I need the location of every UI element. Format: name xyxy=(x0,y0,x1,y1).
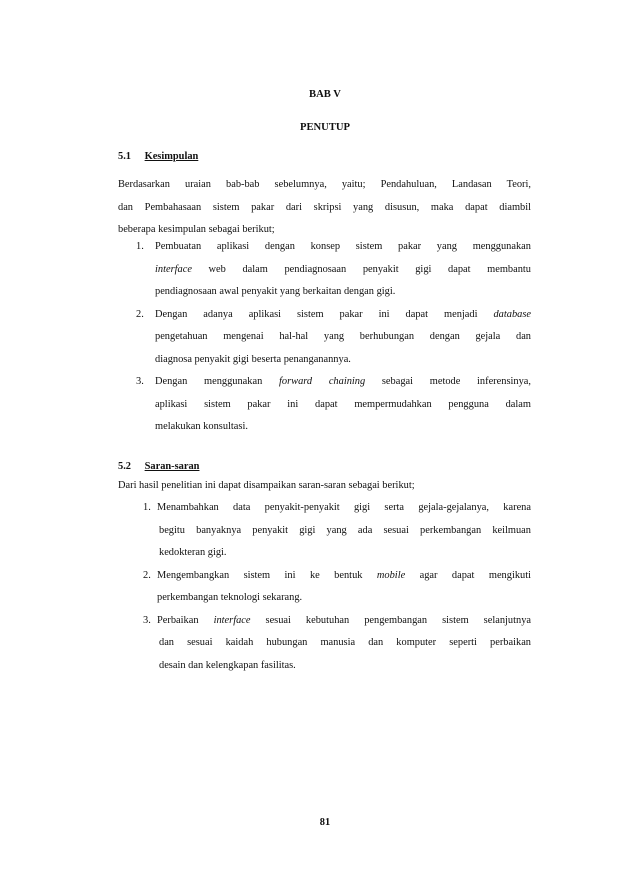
list-line-text: Perbaikan xyxy=(157,614,199,626)
list-line xyxy=(157,565,531,588)
chapter-title: PENUTUP xyxy=(299,122,351,133)
list-line xyxy=(155,259,531,282)
list-line: begitu banyaknya penyakit gigi yang ada sesuai perkembangan keilmuan xyxy=(159,524,531,536)
list-line: Menambahkan data penyakit-penyakit gigi serta gejala-gejalanya, karena xyxy=(157,502,531,513)
section-title: Saran-saran xyxy=(144,461,200,472)
chapter-label: BAB V xyxy=(309,89,341,100)
list-item xyxy=(136,236,531,304)
list-item xyxy=(143,497,531,565)
list-line: Pembuatan aplikasi dengan konsep sistem pakar yang menggunakan xyxy=(155,241,531,252)
list-line-text: sebagai metode inferensinya, xyxy=(381,376,531,387)
list-line: aplikasi sistem pakar ini dapat mempermudahkan pengguna dalam xyxy=(155,398,531,410)
list-line: kedokteran gigi. xyxy=(159,547,227,558)
list-line-text: web dalam pendiagnosaan penyakit gigi dapat membantu xyxy=(191,263,531,275)
paragraph-line: Berdasarkan uraian bab-bab sebelumnya, yaitu; Pendahuluan, Landasan Teori, xyxy=(118,179,531,190)
list-marker: 3. xyxy=(143,614,151,626)
list-line xyxy=(157,610,531,633)
list-line: diagnosa penyakit gigi beserta penanganannya. xyxy=(155,353,351,365)
conclusion-list xyxy=(136,236,531,439)
section-heading-5-2 xyxy=(118,461,199,472)
italic-term: forward chaining xyxy=(279,376,366,387)
list-line-text: agar dapat mengikuti xyxy=(419,569,531,581)
list-marker: 2. xyxy=(143,569,151,581)
list-line: melakukan konsultasi. xyxy=(155,421,248,432)
list-line xyxy=(155,304,531,327)
list-marker: 3. xyxy=(136,376,144,387)
list-line: desain dan kelengkapan fasilitas. xyxy=(159,659,296,671)
italic-term: database xyxy=(493,308,531,320)
list-item xyxy=(136,304,531,372)
conclusion-intro-paragraph xyxy=(118,174,531,242)
list-line xyxy=(155,371,531,394)
list-item xyxy=(143,565,531,610)
list-marker: 1. xyxy=(136,241,144,252)
list-line: pengetahuan mengenai hal-hal yang berhubungan dengan gejala dan xyxy=(155,331,531,342)
page-number: 81 xyxy=(319,817,331,828)
list-item xyxy=(136,371,531,439)
paragraph-line: dan Pembahasaan sistem pakar dari skripsi yang disusun, maka dapat diambil xyxy=(118,201,531,213)
list-item xyxy=(143,610,531,678)
list-marker: 1. xyxy=(143,502,151,513)
list-line: perkembangan teknologi sekarang. xyxy=(157,592,303,603)
list-line-text: sesuai kebutuhan pengembangan sistem selanjutnya xyxy=(265,614,531,626)
section-heading-5-1 xyxy=(118,151,198,162)
suggestion-list xyxy=(143,497,531,677)
paragraph-line: beberapa kesimpulan sebagai berikut; xyxy=(118,224,275,235)
section-title: Kesimpulan xyxy=(144,151,199,162)
section-number: 5.1 xyxy=(118,151,131,162)
section-number: 5.2 xyxy=(118,461,131,472)
italic-term: interface xyxy=(155,263,192,275)
suggestion-intro-paragraph: Dari hasil penelitian ini dapat disampaikan saran-saran sebagai berikut; xyxy=(118,480,415,491)
list-line: dan sesuai kaidah hubungan manusia dan komputer seperti perbaikan xyxy=(159,637,531,648)
list-line-text: Mengembangkan sistem ini ke bentuk xyxy=(157,569,363,581)
list-line-text: Dengan adanya aplikasi sistem pakar ini dapat menjadi xyxy=(155,308,478,320)
italic-term: interface xyxy=(213,614,251,626)
list-line-text: Dengan menggunakan xyxy=(155,376,263,387)
list-marker: 2. xyxy=(136,308,144,320)
list-line: pendiagnosaan awal penyakit yang berkaitan dengan gigi. xyxy=(155,286,396,297)
italic-term: mobile xyxy=(376,569,406,581)
